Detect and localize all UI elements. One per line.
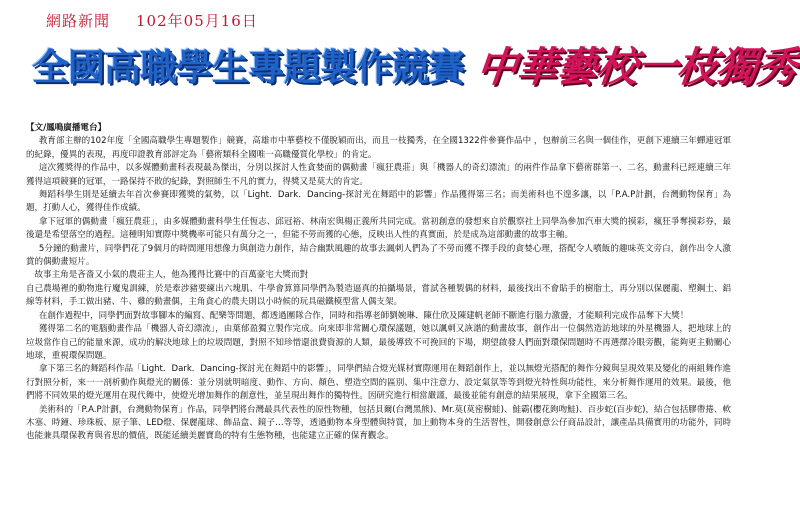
headline <box>32 34 800 98</box>
article-paragraph: 故事主角是吝嗇又小氣的農莊主人，他為獲得比賽中的百萬豪宅大獎而對 <box>34 270 309 281</box>
section-label: 網路新聞 <box>46 12 111 30</box>
headline-main: 全國高職學生專題製作競賽 <box>32 45 464 89</box>
article-paragraph: 這次獲獎得的作品中，以多媒體動畫科表現最為傑出，分別以探討人性貪婪面的偶動畫「瘋狂農莊」與「機器人的奇幻漂流」的兩件作品拿下藝術群第一、二名，動畫科已經連續三年獲得這項競賽的冠軍，一路保持不敗的紀錄，對照師生不凡的實力，得獎又是莫大的肯定。 <box>26 163 731 187</box>
headline-highlight: 中華藝校一枝獨秀 <box>474 43 800 91</box>
article-paragraph: 獲得第二名的電腦動畫作品「機器人奇幻漂流」，由葉郁盈獨立製作完成。向來即非常關心環保議題，她以諷刺又詼諧的動畫故事，創作出一位偶然造訪地球的外星機器人，把地球上的垃圾當作自己的能量來源，成功的解決地球上的垃圾問題，對照不知珍惜還浪費資源的人類，最後導致不可挽回的下場，期望啟發人們面對環保問題時不再選擇冷眼旁觀，能夠更主動關心地球，重視環保問題。 <box>26 324 731 361</box>
article-paragraph: 在創作過程中，同學們面對故事腳本的編寫、配樂等問題，都透過團隊合作，同時和指導老師劉婉琳、陳仕欣及陳建帆老師不斷進行腦力激盪，才能順利完成作品奪下大獎！ <box>38 310 689 321</box>
article-body <box>26 122 731 444</box>
article-paragraph: 舞蹈科學生則是延續去年首次參賽即獲獎的氣勢，以「Light．Dark．Dancing-探討光在舞蹈中的影響」作品獲得第三名；而美術科也不遑多讓，以「P.A.P計劃，台灣動物保育」為題，打動人心，獲得佳作成績。 <box>26 190 731 214</box>
article-paragraph: 教育部主辦的102年度「全國高職學生專題製作」競賽，高雄市中華藝校不僅脫穎而出，而且一枝獨秀，在全國1322件參賽作品中 ，包辦前三名與一個佳作，更創下連續三年蟬連冠軍的紀錄，優異的表現，再度印證教育部評定為「藝術類科全國唯一高職優質化學校」的肯定。 <box>26 136 731 160</box>
dateline <box>46 10 258 31</box>
article-source: 【文/鳳鳴廣播電台】 <box>26 123 107 133</box>
publish-date: 102年05月16日 <box>136 12 258 30</box>
article-paragraph: 美術科的「P.A.P計劃，台灣動物保育」作品，同學們將台灣最具代表性的原性物種，包括貝爾(台灣黑熊)、Mr.莫(莫密樹蛙)、鮭霸(櫻花鉤吻鮭)、百步蛇(百步蛇)，結合包括膠帶捲、軟木塞、時鐘、珍珠板、原子筆、LED燈、保麗龍球、飾品盒、鏡子…等等，透過動物本身型體與特質，加上動物本身的生活習性，開發創意公仔商品設計，讓產品具備實用的功能外，同時也能兼具環保教育與省思的價值，既能延續美麗寶島的特有生態物種，也能建立正確的保育觀念。 <box>26 404 731 442</box>
article-paragraph: 5分鐘的動畫片，同學們花了9個月的時間運用想像力與創造力創作，結合幽默風趣的故事去諷刺人們為了不勞而獲不擇手段的貪婪心理，搭配令人噴飯的趣味英文旁白，創作出令人激賞的偶動畫短片。 <box>26 243 731 268</box>
article-paragraph: 拿下冠軍的偶動畫「瘋狂農莊」，由多媒體動畫科學生任恆志、邱冠裕、林南宏與楊正義所共同完成。當初創意的發想來自於觀察社上同學為參加汽車大獎的摸彩，瘋狂爭奪摸彩券，最後還是希望落空的過程。這種明知實際中獎機率可能只有萬分之一，但能不勞而獲的心態，反映出人性的真實面，於是成為這部動畫的故事主軸。 <box>26 216 731 241</box>
article-paragraph: 拿下第三名的舞蹈科作品「Light．Dark．Dancing-探討光在舞蹈中的影響」，同學們結合燈光媒材實際運用在舞蹈創作上，並以無燈光搭配的舞作分鏡與呈現效果及變化的兩組舞作進行對照分析，來一一剖析動作與燈光的關係：並分別就明暗度、動作、方向、顏色、塑造空間的區別、集中注意力、設定氣氛等等到燈光特性與功能性，來分析舞作運用的效果。最後，他們將不同效果的燈光運用在現代舞中，使燈光增加舞作的創意性，並呈現出舞作的獨特性。因研究進行相當嚴謹，最後並能有創意的結果展現，拿下全國第三名。 <box>26 364 731 402</box>
article-paragraph: 自己農場裡的動物進行魔鬼訓練，於是牽涉豬要練出六塊肌、牛學會算算同學們為製造逼真的拍攝場景，嘗試各種製偶的材料，最後找出不會貼手的樹脂土，再分別以保麗龍、塑鋼土、鋁線等材料，手工做出豬、牛、雞的動畫偶，主角貪心的農夫則以小時候的玩具磁鐵模型當人偶支架。 <box>26 283 731 308</box>
